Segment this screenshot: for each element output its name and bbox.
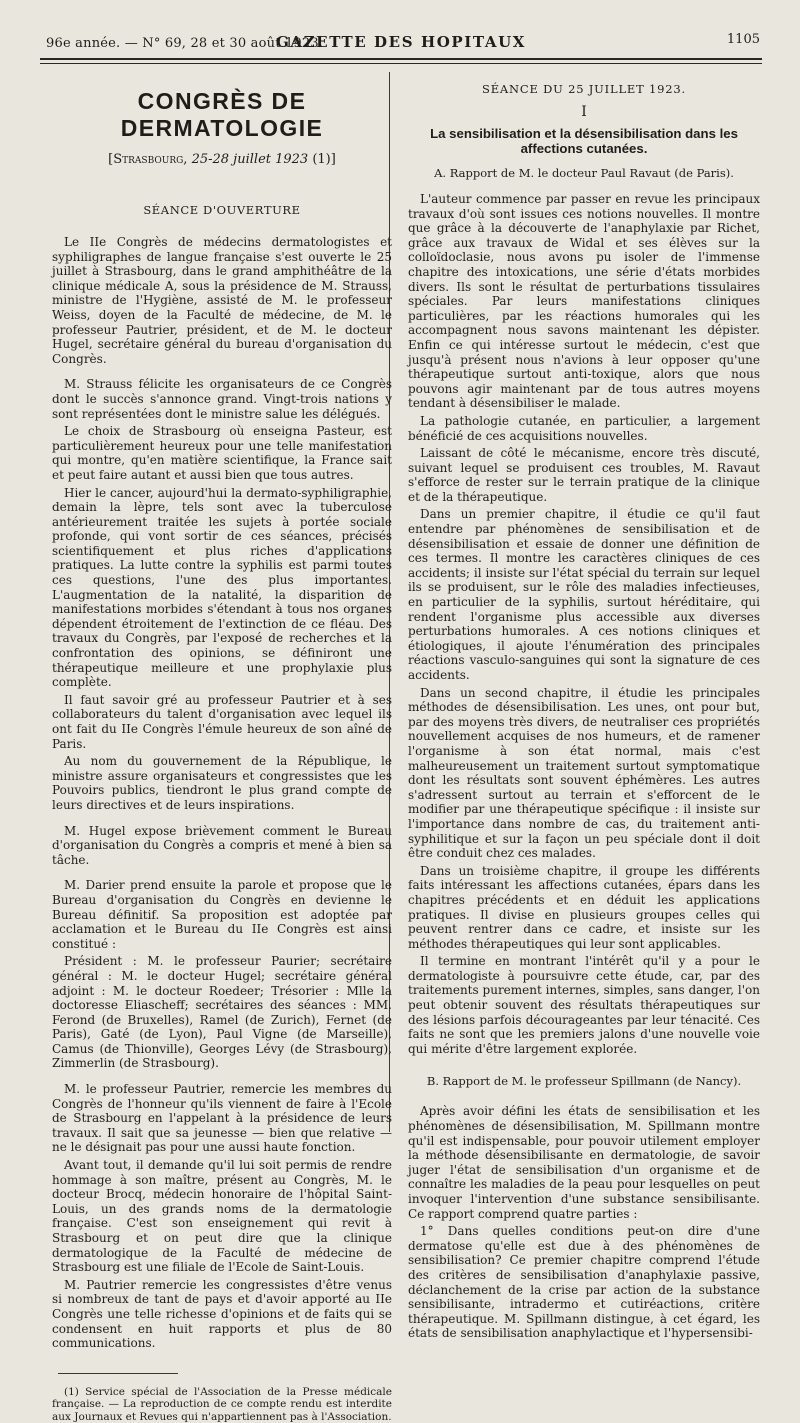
paragraph: Il termine en montrant l'intérêt qu'il y a pour le dermatologiste à poursuivre cette étude, car, par des traitements purement internes, simples, sans danger, l'on peut obtenir souvent des résultats thérapeutiques sur des lésions parfois décourageantes par leur ténacité. Ces faits ne sont que les premiers jalons d'une nouvelle voie qui mérite d'être largement explorée.	[408, 954, 760, 1056]
issue-info: 96e année. — N° 69, 28 et 30 août 1923.	[46, 36, 324, 51]
report-heading-b: B. Rapport de M. le professeur Spillmann (de Nancy).	[426, 1074, 742, 1089]
paragraph: 1° Dans quelles conditions peut-on dire d'une dermatose qu'elle est due à des phénomènes de sensibilisation? Ce premier chapitre comprend l'étude des critères de sensibilisation d'anaphylaxie passive, déclanchement de la crise par action de la substance sensibilisante, intradermo et cutiréactions, critère thérapeutique. M. Spillmann distingue, à cet égard, les états de sensibilisation anaphylactique et l'hypersensibi-	[408, 1224, 760, 1341]
header-rule	[40, 58, 762, 64]
left-column	[52, 70, 392, 1423]
paragraph: Président : M. le professeur Paurier; secrétaire général : M. le docteur Hugel; secrétaire général adjoint : M. le docteur Roedeer; Trésorier : Mlle la doctoresse Eliascheff; secrétaires des séances : MM. Ferond (de Bruxelles), Ramel (de Zurich), Fernet (de Paris), Gaté (de Lyon), Paul Vigne (de Marseille), Camus (de Thionville), Georges Lévy (de Strasbourg), Zimmerlin (de Strasbourg).	[52, 954, 392, 1071]
paragraph: M. Strauss félicite les organisateurs de ce Congrès dont le succès s'annonce grand. Vingt-trois nations y sont représentées dont le ministre salue les délégués.	[52, 377, 392, 421]
footnote: (1) Service spécial de l'Association de la Presse médicale française. — La reproduction de ce compte rendu est interdite aux Journaux et Revues qui n'appartiennent pas à l'Association.	[52, 1385, 392, 1423]
paragraph: Il faut savoir gré au professeur Pautrier et à ses collaborateurs du talent d'organisation avec lequel ils ont fait du IIe Congrès l'émule heureux de son aîné de Paris.	[52, 692, 392, 751]
paragraph: M. Hugel expose brièvement comment le Bureau d'organisation du Congrès a compris et mené à bien sa tâche.	[52, 823, 392, 867]
paragraph: Dans un premier chapitre, il étudie ce qu'il faut entendre par phénomènes de sensibilisation et de désensibilisation et essaie de donner une définition de ces termes. Il montre les caractères cliniques de ces accidents; il insiste sur l'état spécial du terrain sur lequel ils se produisent, sur le rôle des maladies infectieuses, en particulier de la syphilis, surtout héréditaire, qui rendent l'organisme plus accessible aux diverses perturbations humorales. A ces notions cliniques et étiologiques, il ajoute l'énumération des principales réactions vasculo-sanguines qui sont la signature de ces accidents.	[408, 507, 760, 682]
paragraph: Le choix de Strasbourg où enseigna Pasteur, est particulièrement heureux pour une telle manifestation qui montre, qu'en matière scientifique, la France sait et peut faire autant et aussi bien que tous autres.	[52, 424, 392, 482]
paragraph: Au nom du gouvernement de la République, le ministre assure organisateurs et congressistes que les Pouvoirs publics, tiendront le plus grand compte de leurs directives et de leurs inspirations.	[52, 754, 392, 812]
article-subtitle: [Strasbourg, 25-28 juillet 1923 (1)]	[108, 152, 336, 167]
paragraph: Hier le cancer, aujourd'hui la dermato-syphiligraphie, demain la lèpre, tels sont avec la tuberculose antérieurement traitée les sujets à portée sociale profonde, qui vont sortir de ces séances, précisés scientifiquement et plus riches d'applications pratiques. La lutte contre la syphilis est parmi toutes ces questions, l'une des plus importantes. L'augmentation de la natalité, la disparition de manifestations morbides s'étendant à tous nos organes dépendent étroitement de l'extinction de ce fléau. Des travaux du Congrès, par l'exposé de recherches et la confrontation des opinions, se définiront une thérapeutique meilleure et une prophylaxie plus complète.	[52, 485, 392, 690]
section-title: La sensibilisation et la désensibilisation dans les affections cutanées.	[430, 126, 738, 156]
section-heading: SÉANCE D'OUVERTURE	[143, 203, 301, 217]
paragraph: M. le professeur Pautrier, remercie les membres du Congrès de l'honneur qu'ils viennent de faire à l'Ecole de Strasbourg en l'appelant à la présidence de leurs travaux. Il sait que sa jeunesse — bien que relative — ne le désignait pas pour une aussi haute fonction.	[52, 1082, 392, 1155]
paragraph: Après avoir défini les états de sensibilisation et les phénomènes de désensibilisation, M. Spillmann montre qu'il est indispensable, pour pouvoir utilement employer la méthode désensibilisante en dermatologie, de savoir juger l'état de sensibilisation d'un organisme et de connaître les maladies de la peau pour lesquelles on peut invoquer l'intervention d'une substance sensibilisante. Ce rapport comprend quatre parties :	[408, 1104, 760, 1221]
session-heading: SÉANCE DU 25 JUILLET 1923.	[482, 82, 686, 96]
page-header	[38, 30, 764, 56]
subtitle-place: Strasbourg,	[113, 152, 188, 167]
paragraph: Dans un troisième chapitre, il groupe les différents faits intéressant les affections cutanées, épars dans les chapitres précédents et en déduit les applications pratiques. Il divise en plusieurs groupes celles qui peuvent rentrer dans ce cadre, et insiste sur les méthodes thérapeutiques qui leur sont applicables.	[408, 863, 760, 951]
subtitle-date: 25-28 juillet 1923	[191, 152, 309, 167]
paragraph: L'auteur commence par passer en revue les principaux travaux d'où sont issues ces notions nouvelles. Il montre que grâce à la découverte de l'anaphylaxie par Richet, grâce aux travaux de Widal et ses élèves sur la colloïdoclasie, nous avons pu isoler de l'immense chapitre des intoxications, une série d'états morbides divers. Ils sont le résultat de perturbations tissulaires spéciales. Par leurs manifestations cliniques particulières, par les réactions humorales qui les accompagnent nous savons maintenant les dépister. Enfin ce qui intéresse surtout le médecin, c'est que jusqu'à présent nous n'avions à leur opposer qu'une thérapeutique surtout anti-toxique, alors que nous pouvons agir maintenant par de tous autres moyens tendant à désensibiliser le malade.	[408, 192, 760, 411]
paragraph: Avant tout, il demande qu'il lui soit permis de rendre hommage à son maître, présent au Congrès, M. le docteur Brocq, médecin honoraire de l'hôpital Saint-Louis, un des grands noms de la dermatologie française. C'est son enseignement qui revit à Strasbourg et on peut dire que la clinique dermatologique de la Faculté de médecine de Strasbourg est une filiale de l'Ecole de Saint-Louis.	[52, 1158, 392, 1275]
right-column	[408, 70, 760, 1344]
report-heading-a: A. Rapport de M. le docteur Paul Ravaut (de Paris).	[434, 166, 734, 180]
paragraph: M. Darier prend ensuite la parole et propose que le Bureau d'organisation du Congrès en devienne le Bureau définitif. Sa proposition est adoptée par acclamation et le Bureau du IIe Congrès est ainsi constitué :	[52, 878, 392, 951]
paragraph: Laissant de côté le mécanisme, encore très discuté, suivant lequel se produisent ces troubles, M. Ravaut s'efforce de rester sur le terrain pratique de la clinique et de la thérapeutique.	[408, 446, 760, 504]
article-title: CONGRÈS DE DERMATOLOGIE	[120, 88, 324, 141]
paragraph: Le IIe Congrès de médecins dermatologistes et syphiligraphes de langue française s'est ouverte le 25 juillet à Strasbourg, dans le grand amphithéâtre de la clinique médicale A, sous la présidence de M. Strauss, ministre de l'Hygiène, assisté de M. le professeur Weiss, doyen de la Faculté de médecine, de M. le professeur Pautrier, président, et de M. le docteur Hugel, secrétaire général du bureau d'organisation du Congrès.	[52, 235, 392, 366]
page-number: 1105	[726, 32, 760, 47]
publication-title: GAZETTE DES HOPITAUX	[275, 33, 526, 51]
paragraph: M. Pautrier remercie les congressistes d'être venus si nombreux de tant de pays et d'avoir apporté au IIe Congrès une telle richesse d'opinions et de faits qui se condensent en huit rapports et plus de 80 communications.	[52, 1277, 392, 1351]
paragraph: Dans un second chapitre, il étudie les principales méthodes de désensibilisation. Les unes, ont pour but, par des moyens très divers, de neutraliser ces propriétés nouvellement acquises de nos humeurs, et de ramener l'organisme à son état normal, mais c'est malheureusement un traitement surtout symptomatique dont les résultats sont souvent éphémères. Les autres s'adressent surtout au terrain et s'efforcent de le modifier par une thérapeutique spécifique : il insiste sur l'importance dans nombre de cas, du traitement anti-syphilitique et sur la façon un peu spéciale dont il doit être conduit chez ces malades.	[408, 685, 760, 861]
subtitle-note: (1)]	[312, 152, 336, 167]
paragraph: La pathologie cutanée, en particulier, a largement bénéficié de ces acquisitions nouvelles.	[408, 413, 760, 443]
footnote-rule	[58, 1373, 178, 1374]
section-number: I	[581, 104, 587, 120]
